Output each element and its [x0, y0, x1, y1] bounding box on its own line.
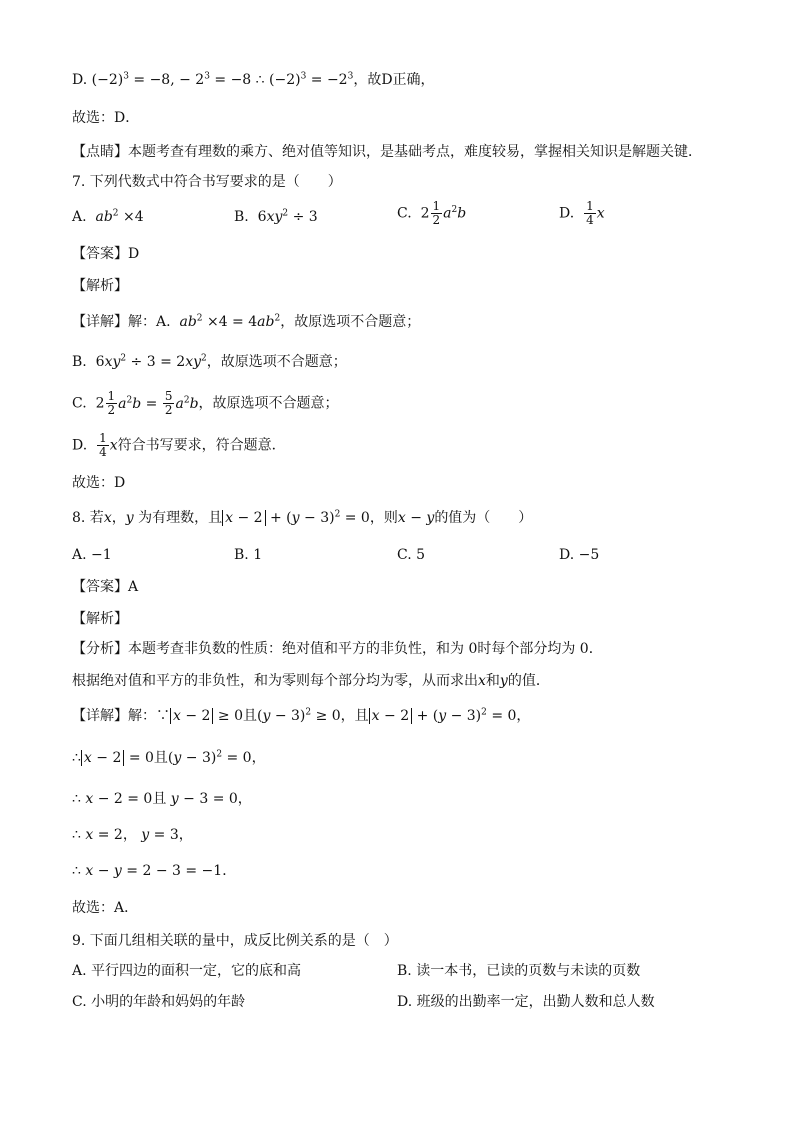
- answer-7: 【答案】D: [72, 246, 140, 262]
- question-8: 8. 若x，y 为有理数，且 $x - 2 + (y - 3)^2 = 0$，则x − y的值为（ ）: [72, 509, 533, 526]
- choose-line-8: 故选：A．: [72, 900, 139, 916]
- detail-8-line-5: ∴ x − y = 2 − 3 = −1．: [72, 863, 237, 879]
- detail-8-line-3: ∴ x − 2 = 0且 y − 3 = 0，: [72, 791, 252, 807]
- detail-8-line-1: 【详解】解：∵ x − 2 ≥ 0且$(y - 3)^2 \ge 0$，且 $x - 2 + (y - 3)^2 = 0$，: [72, 707, 531, 724]
- choose-line-7: 故选：D: [72, 475, 126, 491]
- answer-8: 【答案】A: [72, 579, 139, 595]
- analysis-8-fenxi-b: 根据绝对值和平方的非负性，和为零则每个部分均为零，从而求出x和y的值．: [72, 673, 550, 689]
- q9-option-b: B. 读一本书，已读的页数与未读的页数: [397, 963, 641, 979]
- prev-option-d-line: D. $(-2)^3 = -8$, − $2^3 = -8$ ∴ $(-2)^3 = -2^3$，故D正确，: [72, 71, 435, 88]
- q7-option-c: C. 2 $\frac{1}{2}$ $a^2b$: [397, 199, 467, 227]
- q9-option-d: D. 班级的出勤率一定，出勤人数和总人数: [397, 994, 655, 1010]
- q8-option-c: C. 5: [397, 547, 426, 563]
- detail-7-c: C. 2 $\frac{1}{2}$ $a^2b$ = $\frac{5}{2}$ $a^2b$，故原选项不合题意；: [72, 389, 339, 417]
- q7-option-b: B. $6xy^2 \div 3$: [234, 208, 318, 225]
- detail-8-line-2: ∴ x − 2 = 0且$(y - 3)^2 = 0$，: [72, 749, 266, 766]
- question-7: 7. 下列代数式中符合书写要求的是（ ）: [72, 174, 342, 190]
- dianjing-line: 【点睛】本题考查有理数的乘方、绝对值等知识，是基础考点，难度较易，掌握相关知识是解题关键．: [72, 144, 702, 160]
- q9-option-a: A. 平行四边的面积一定，它的底和高: [72, 963, 302, 979]
- analysis-8-fenxi: 【分析】本题考查非负数的性质：绝对值和平方的非负性，和为 0时每个部分均为 0．: [72, 641, 603, 657]
- detail-7-b: B. $6xy^2 \div 3 = 2xy^2$，故原选项不合题意；: [72, 353, 347, 370]
- detail-7-d: D. $\frac{1}{4}$ x符合书写要求，符合题意．: [72, 431, 286, 459]
- choose-line-1: 故选：D．: [72, 110, 140, 126]
- q7-option-d: D. $\frac{1}{4}$ x: [559, 199, 605, 227]
- q8-option-d: D. −5: [559, 547, 600, 563]
- analysis-7-heading: 【解析】: [72, 278, 128, 294]
- q8-option-b: B. 1: [234, 547, 263, 563]
- analysis-8-heading: 【解析】: [72, 611, 128, 627]
- q8-option-a: A. −1: [72, 547, 112, 563]
- q7-option-a: A. $ab^2 \times 4$: [72, 208, 144, 225]
- question-9: 9. 下面几组相关联的量中，成反比例关系的是（ ）: [72, 933, 398, 949]
- detail-8-line-4: ∴ x = 2， y = 3，: [72, 827, 193, 843]
- q9-option-c: C. 小明的年龄和妈妈的年龄: [72, 994, 246, 1010]
- detail-7-a: 【详解】解：A. $ab^2 \times 4 = 4ab^2$，故原选项不合题意；: [72, 313, 421, 330]
